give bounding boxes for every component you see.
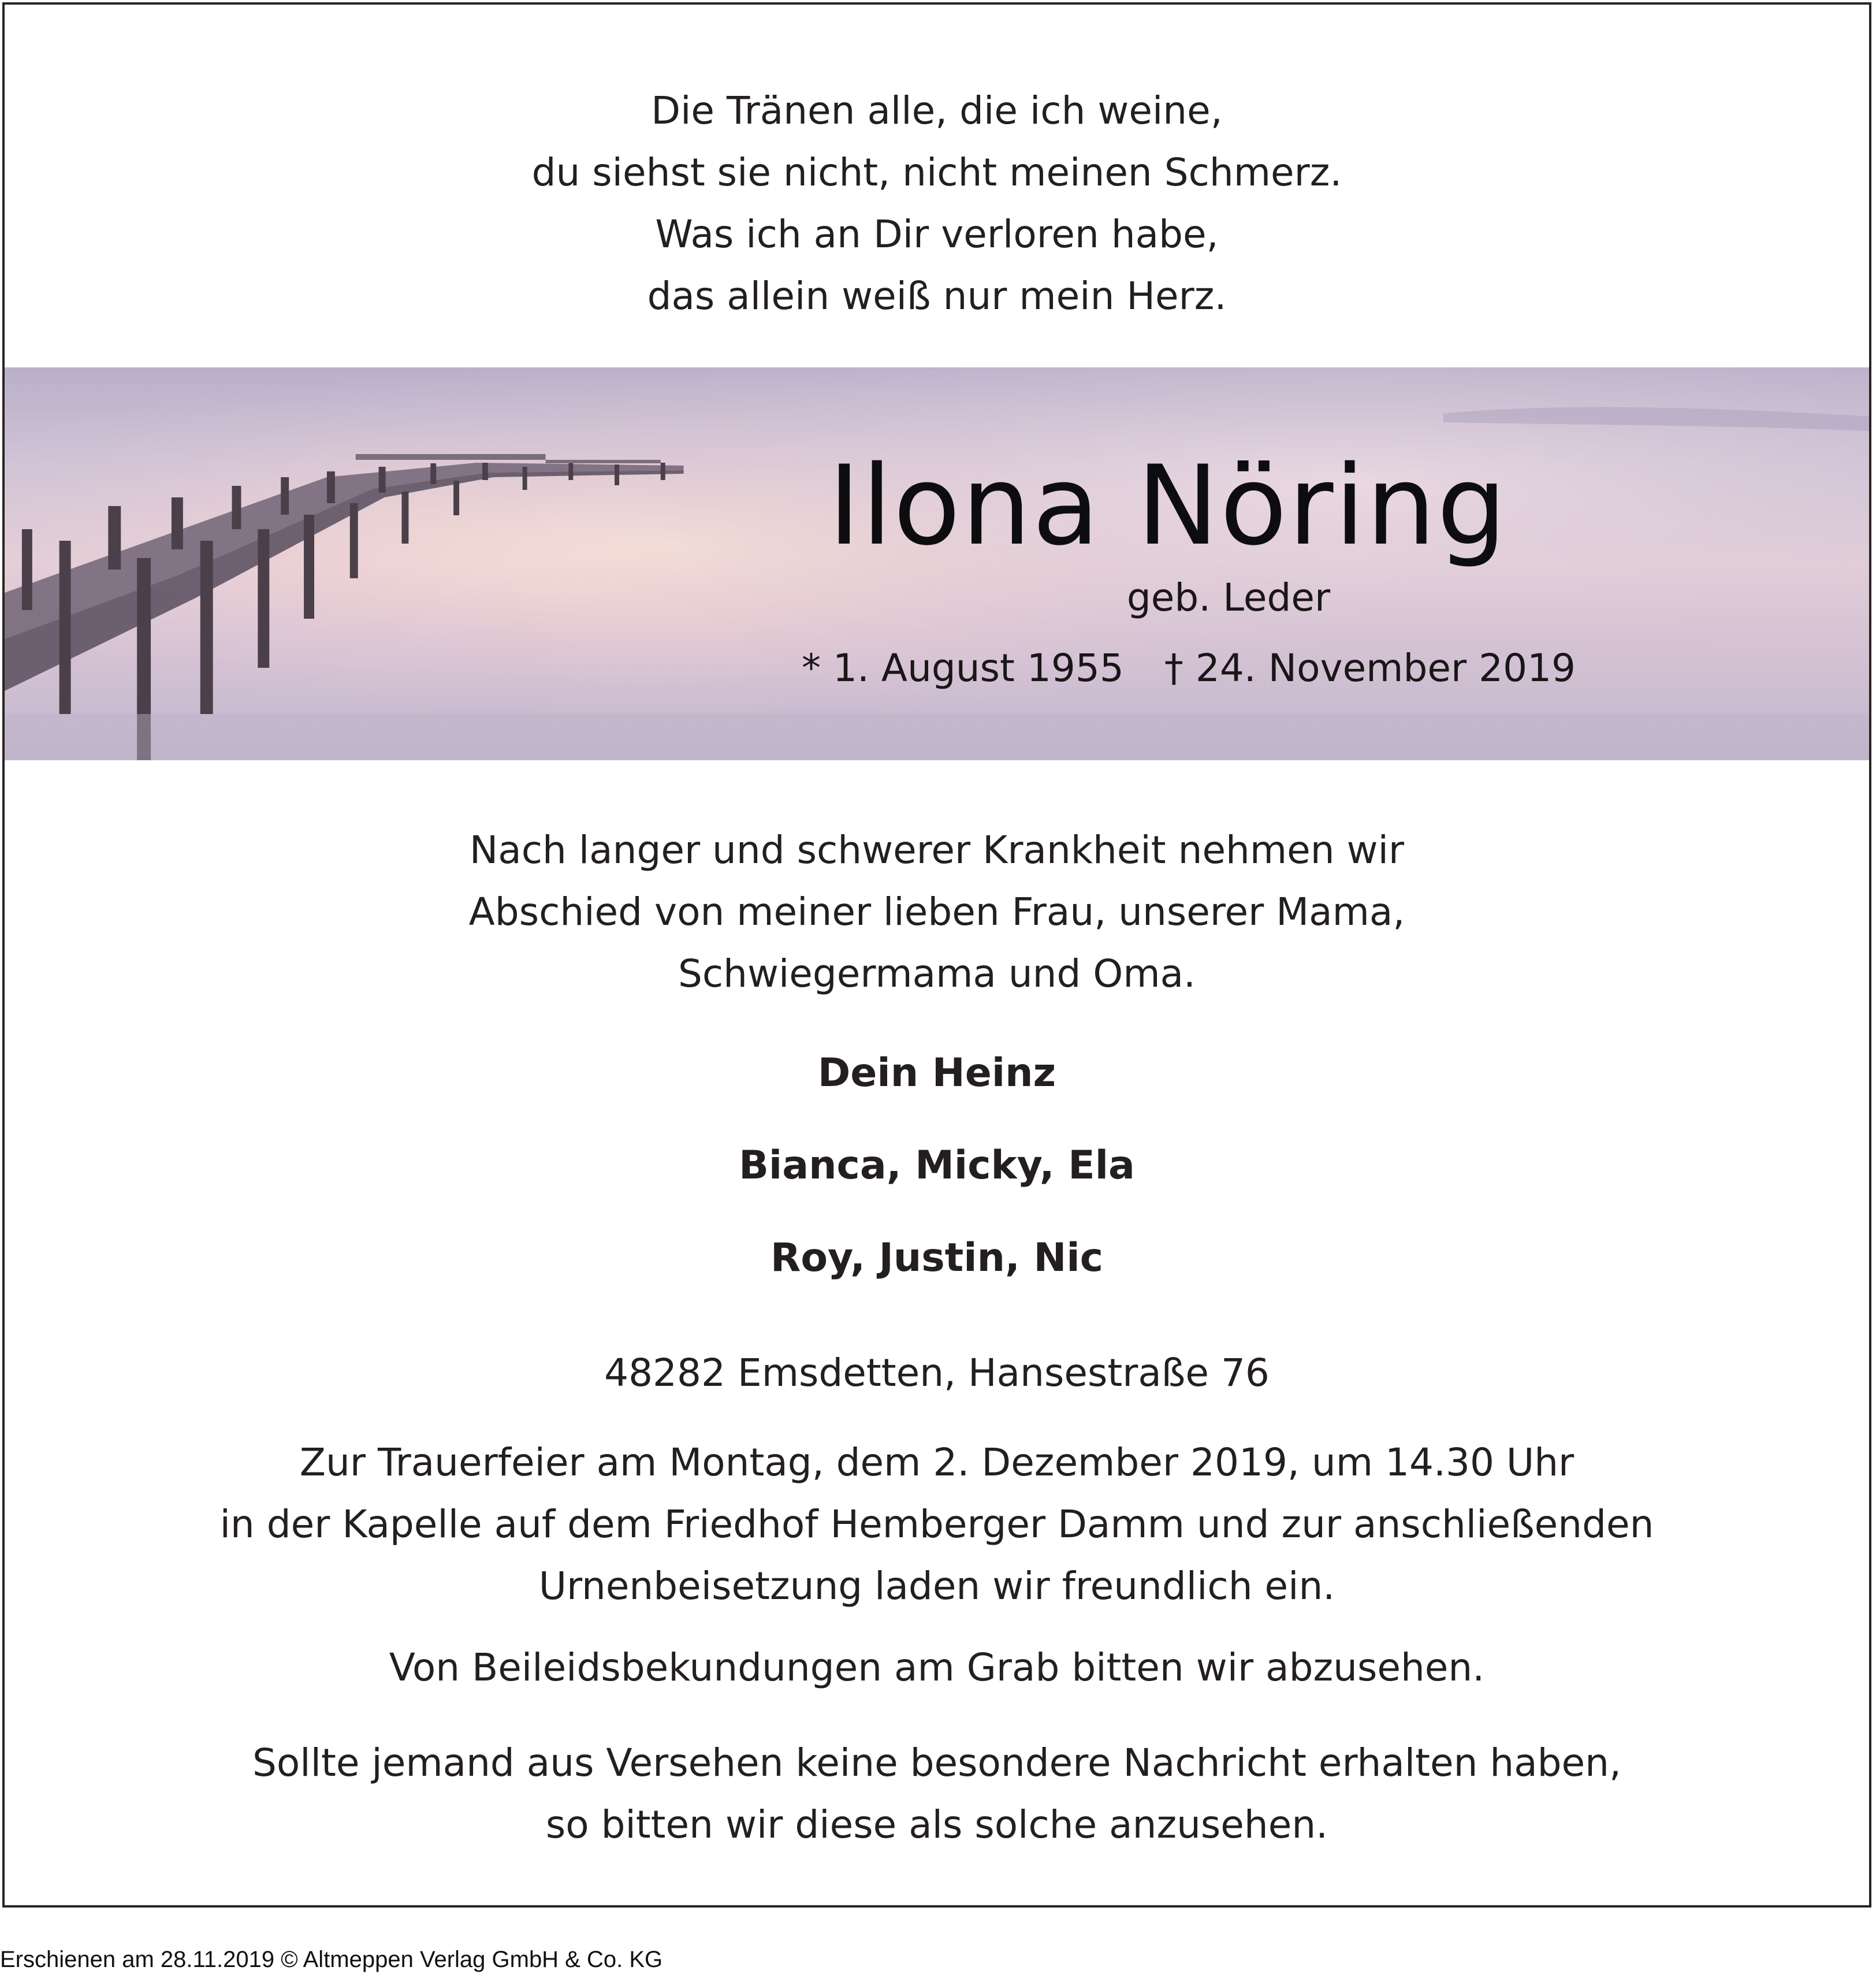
signature-children: Bianca, Micky, Ela: [739, 1143, 1135, 1188]
notice: [5, 1732, 1869, 1856]
death-date: † 24. November 2019: [1164, 646, 1576, 690]
signature-spouse: Dein Heinz: [817, 1050, 1056, 1096]
announcement-line: Schwiegermama und Oma.: [678, 951, 1196, 996]
ceremony-line: in der Kapelle auf dem Friedhof Hemberger Damm und zur anschließenden: [219, 1502, 1654, 1546]
life-dates: [802, 646, 1576, 690]
deceased-name: Ilona Nöring: [828, 442, 1508, 570]
notice-line: so bitten wir diese als solche anzusehen.: [545, 1802, 1328, 1847]
poem-line: Was ich an Dir verloren habe,: [655, 212, 1219, 256]
poem-line: du siehst sie nicht, nicht meinen Schmerz.: [531, 150, 1342, 195]
maiden-name: geb. Leder: [1126, 575, 1331, 620]
ceremony-line: Urnenbeisetzung laden wir freundlich ein.: [538, 1564, 1335, 1608]
jetty-lake-photo: [5, 367, 1869, 760]
announcement-line: Nach langer und schwerer Krankheit nehmen wir: [469, 828, 1405, 872]
family-address: 48282 Emsdetten, Hansestraße 76: [604, 1351, 1270, 1395]
notice-line: Sollte jemand aus Versehen keine besondere Nachricht erhalten haben,: [252, 1741, 1621, 1785]
poem-line: Die Tränen alle, die ich weine,: [651, 88, 1223, 133]
signature-grandchildren: Roy, Justin, Nic: [770, 1235, 1104, 1281]
birth-date: * 1. August 1955: [802, 646, 1124, 690]
poem-line: das allein weiß nur mein Herz.: [647, 274, 1227, 318]
obituary-frame: [2, 2, 1871, 1908]
condolences-note: Von Beileidsbekundungen am Grab bitten wir abzusehen.: [389, 1645, 1485, 1690]
ceremony-line: Zur Trauerfeier am Montag, dem 2. Dezember 2019, um 14.30 Uhr: [299, 1440, 1574, 1485]
poem: [5, 80, 1869, 327]
announcement: [5, 819, 1869, 1005]
announcement-line: Abschied von meiner lieben Frau, unserer Mama,: [468, 890, 1405, 934]
ceremony-info: [5, 1432, 1869, 1617]
publication-footer: Erschienen am 28.11.2019 © Altmeppen Verlag GmbH & Co. KG: [0, 1947, 663, 1972]
